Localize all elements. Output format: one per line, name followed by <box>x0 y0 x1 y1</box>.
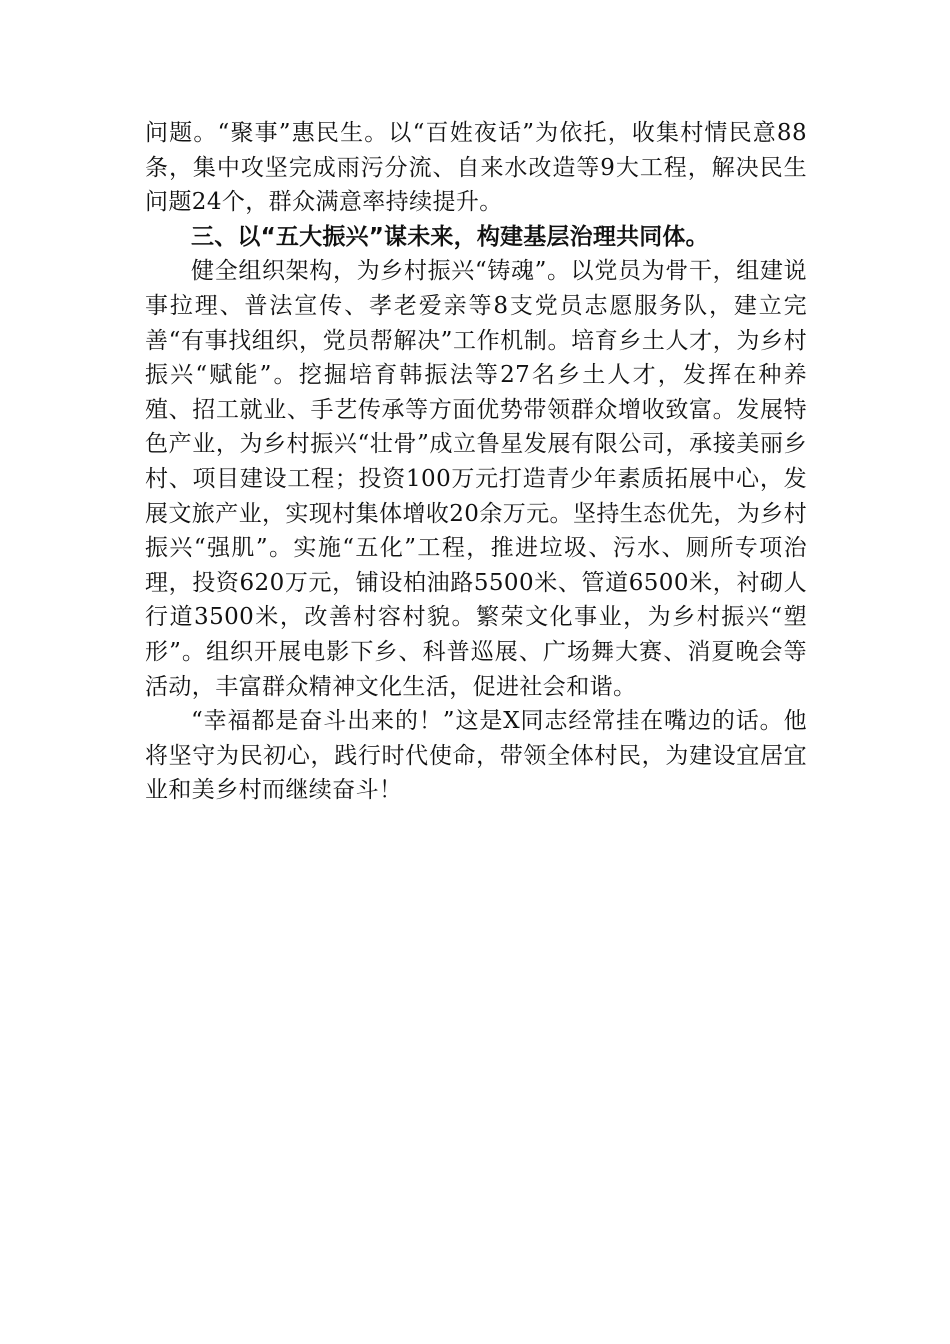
document-body <box>145 116 807 808</box>
paragraph-body: 健全组织架构，为乡村振兴“铸魂”。以党员为骨干，组建说事拉理、普法宣传、孝老爱亲等8支党员志愿服务队，建立完善“有事找组织，党员帮解决”工作机制。培育乡土人才，为乡村振兴“赋能”。挖掘培育韩振法等27名乡土人才，发挥在种养殖、招工就业、手艺传承等方面优势带领群众增收致富。发展特色产业，为乡村振兴“壮骨”成立鲁星发展有限公司，承接美丽乡村、项目建设工程；投资100万元打造青少年素质拓展中心，发展文旅产业，实现村集体增收20余万元。坚持生态优先，为乡村振兴“强肌”。实施“五化”工程，推进垃圾、污水、厕所专项治理，投资620万元，铺设柏油路5500米、管道6500米，衬砌人行道3500米，改善村容村貌。繁荣文化事业，为乡村振兴“塑形”。组织开展电影下乡、科普巡展、广场舞大赛、消夏晚会等活动，丰富群众精神文化生活，促进社会和谐。 <box>145 258 807 700</box>
section-heading: 三、以“五大振兴”谋未来，构建基层治理共同体。 <box>191 223 709 250</box>
paragraph-continuation: 问题。“聚事”惠民生。以“百姓夜话”为依托，收集村情民意88条，集中攻坚完成雨污分流、自来水改造等9大工程，解决民生问题24个，群众满意率持续提升。 <box>145 120 807 216</box>
paragraph-closing: “幸福都是奋斗出来的！”这是X同志经常挂在嘴边的话。他将坚守为民初心，践行时代使命，带领全体村民，为建设宜居宜业和美乡村而继续奋斗！ <box>145 708 807 804</box>
